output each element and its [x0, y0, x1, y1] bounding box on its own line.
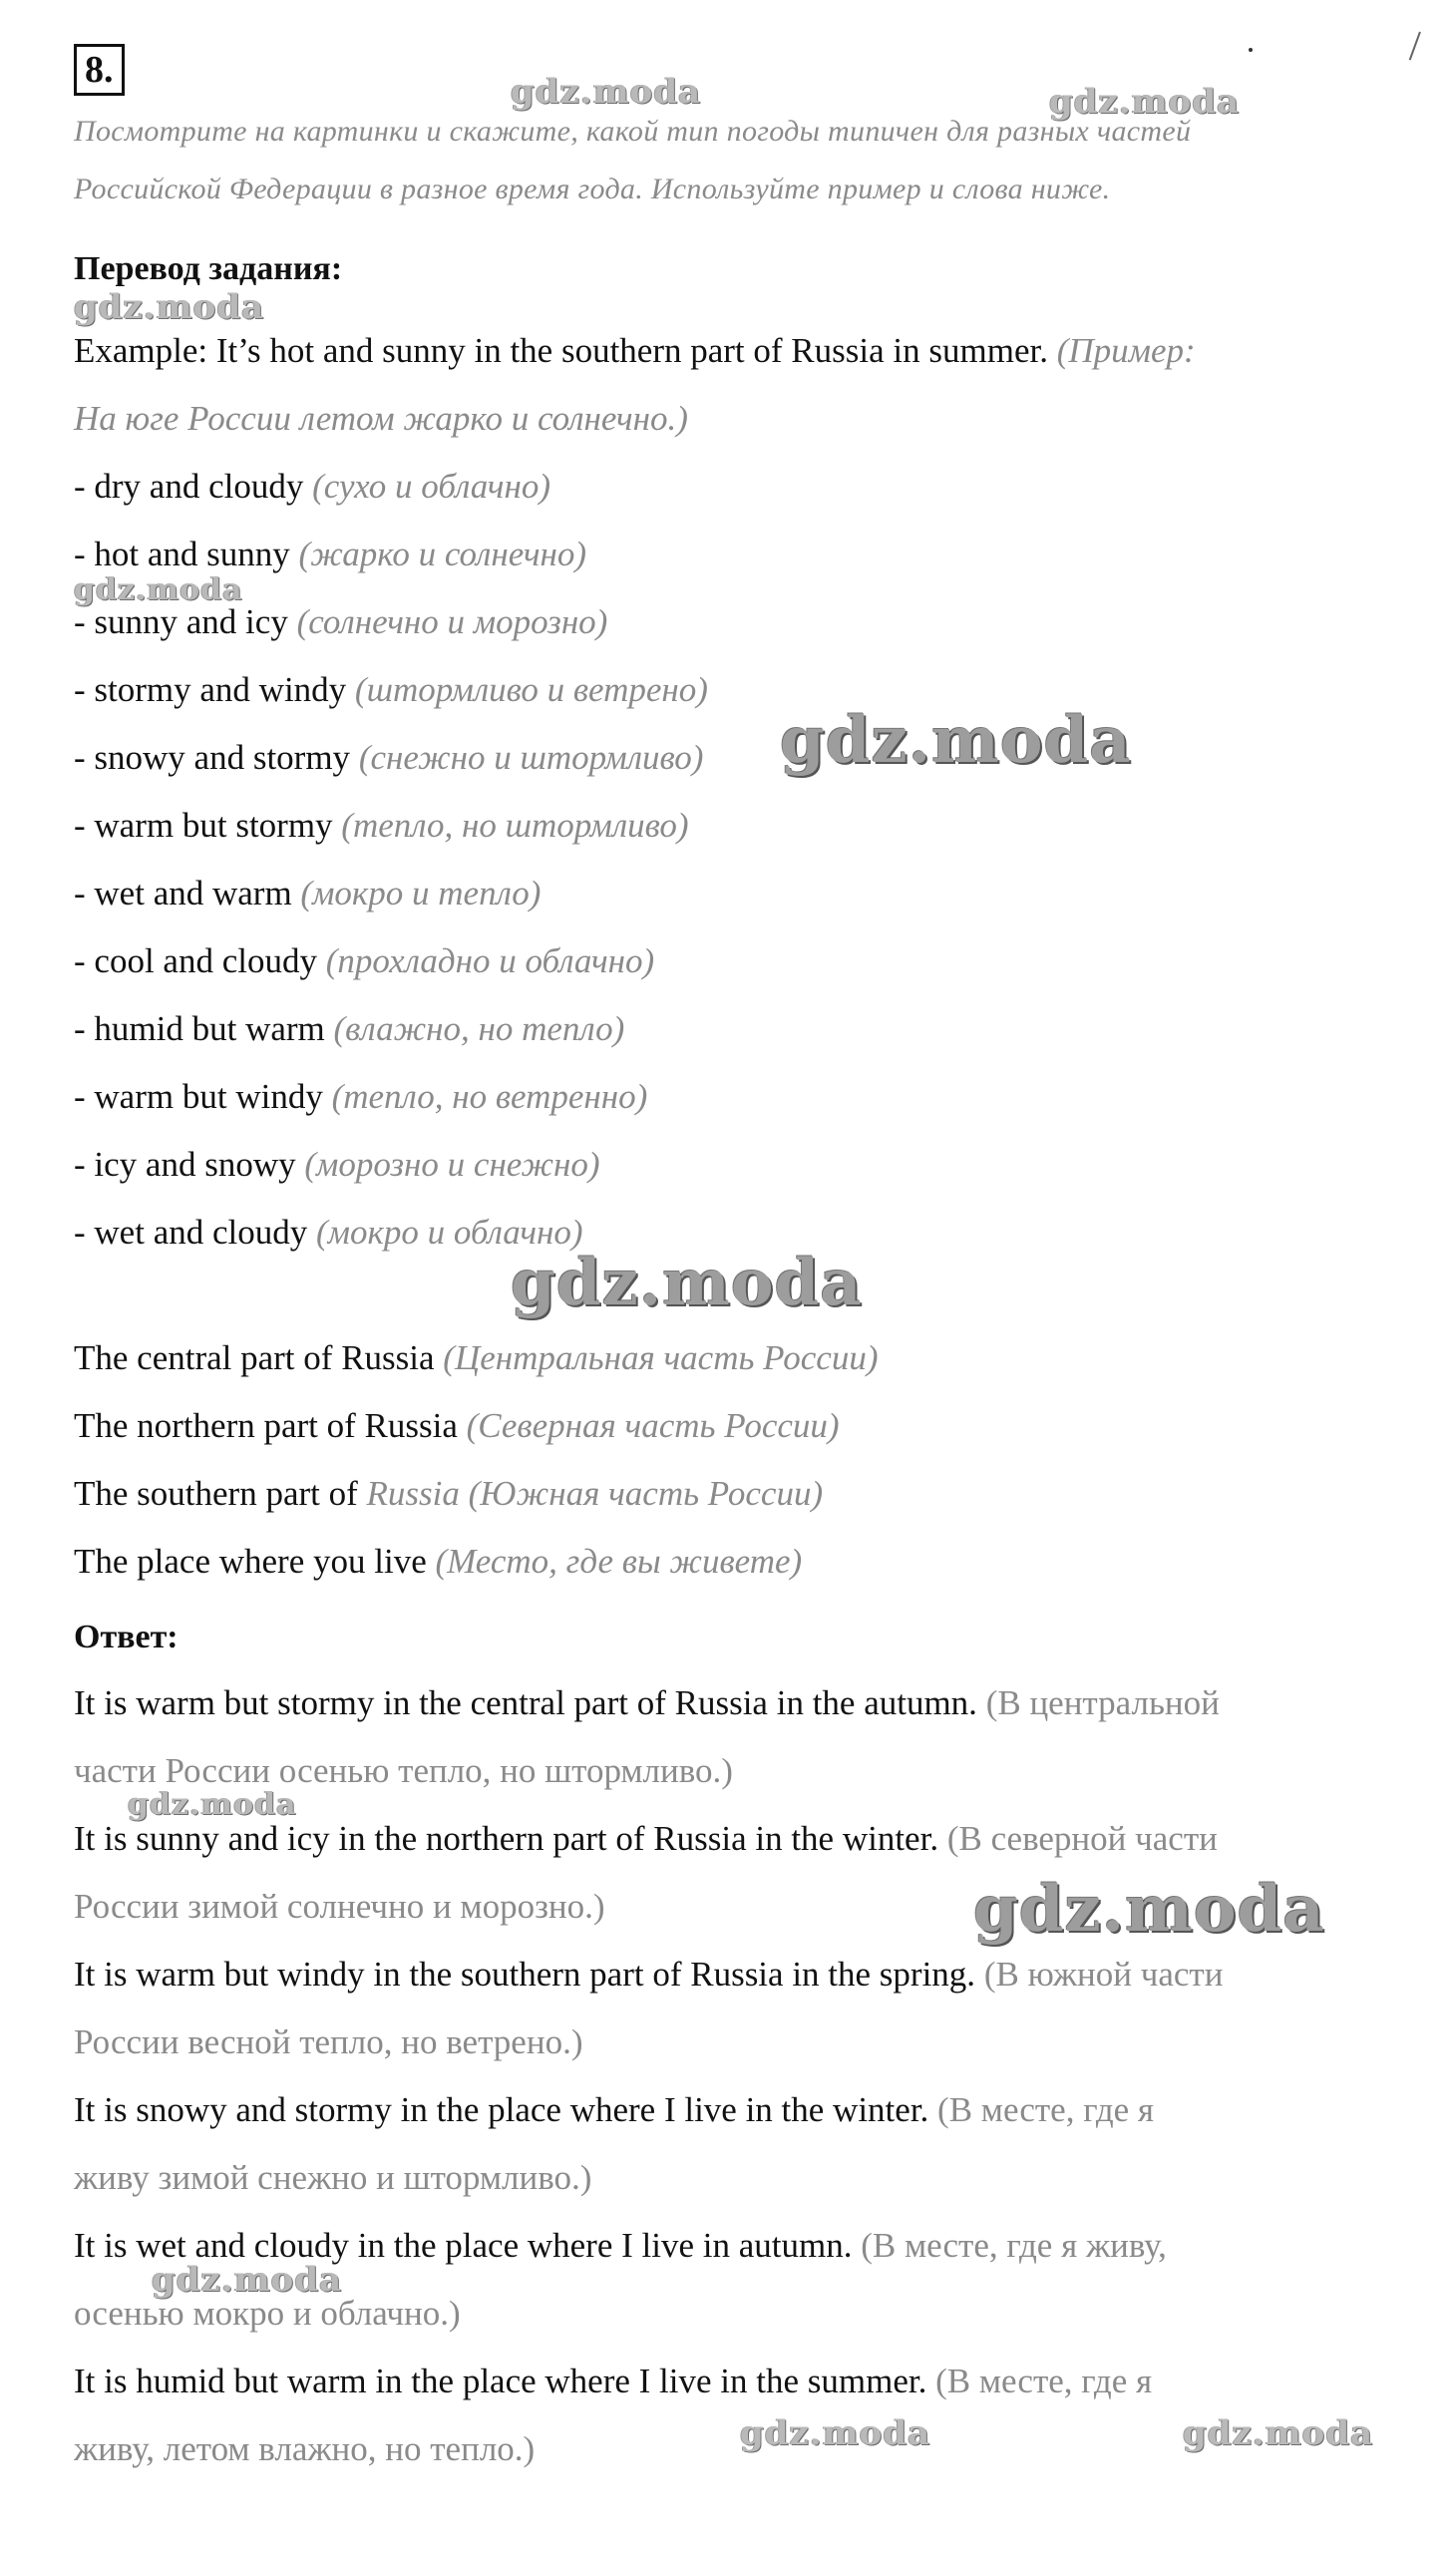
place-item-ru: (Место, где вы живете): [435, 1542, 803, 1581]
answer-ru: (В месте, где я: [937, 2090, 1155, 2129]
example-en: Example: It’s hot and sunny in the southern part of Russia in summer.: [74, 331, 1048, 370]
weather-item-ru: (тепло, но ветренно): [331, 1077, 648, 1116]
weather-item-en: - stormy and windy: [74, 670, 347, 709]
answer-en: It is wet and cloudy in the place where I live in autumn.: [74, 2226, 853, 2265]
place-item-ru: (Центральная часть России): [443, 1338, 879, 1377]
answer-ru: (В месте, где я: [935, 2362, 1153, 2400]
answer-line: [74, 2360, 1400, 2403]
place-item-en: The place where you live: [74, 1542, 427, 1581]
weather-item: [74, 1075, 1400, 1119]
weather-item: [74, 465, 1400, 509]
weather-item-ru: (мокро и облачно): [315, 1213, 583, 1252]
place-item: [74, 1404, 1400, 1448]
example-ru-line: [74, 397, 1400, 441]
weather-item-en: - dry and cloudy: [74, 467, 304, 506]
weather-item-ru: (сухо и облачно): [312, 467, 551, 506]
weather-item-en: - warm but windy: [74, 1077, 323, 1116]
place-item: [74, 1540, 1400, 1584]
answer-ru: (В северной части: [946, 1819, 1218, 1858]
scan-dot: [1249, 48, 1253, 52]
watermark: gdz.moda: [973, 1872, 1325, 1947]
answer-line-cont: [74, 2156, 1400, 2200]
answer-ru-cont: живу зимой снежно и штормливо.): [74, 2158, 592, 2197]
weather-item-en: - wet and warm: [74, 874, 292, 912]
place-item: [74, 1472, 1400, 1516]
weather-item-ru: (прохладно и облачно): [325, 941, 655, 980]
answer-en: It is warm but windy in the southern part of Russia in the spring.: [74, 1955, 976, 1994]
place-item: [74, 1336, 1400, 1380]
weather-item-en: - warm but stormy: [74, 806, 333, 845]
watermark: gdz.moda: [511, 72, 702, 112]
watermark: gdz.moda: [152, 2260, 343, 2300]
scan-mark: [1403, 30, 1421, 61]
example-line: [74, 329, 1400, 373]
weather-item: [74, 804, 1400, 848]
weather-item: [74, 736, 1400, 780]
answer-ru-cont: живу, летом влажно, но тепло.): [74, 2429, 536, 2468]
weather-item-en: - cool and cloudy: [74, 941, 317, 980]
answer-ru: (В месте, где я живу,: [861, 2226, 1167, 2265]
place-item-ru: (Северная часть России): [466, 1406, 840, 1445]
example-ru-part2: На юге России летом жарко и солнечно.): [74, 399, 688, 438]
watermark: gdz.moda: [780, 703, 1132, 778]
watermark: gdz.moda: [511, 1246, 863, 1320]
weather-item-en: - snowy and stormy: [74, 738, 351, 777]
weather-item-ru: (влажно, но тепло): [333, 1009, 625, 1048]
weather-item: [74, 668, 1400, 712]
instruction-line-2: Российской Федерации в разное время года. Используйте пример и слова ниже.: [74, 173, 1111, 205]
watermark: gdz.moda: [740, 2413, 931, 2453]
example-ru-part1: (Пример:: [1056, 331, 1196, 370]
answer-en: It is sunny and icy in the northern part of Russia in the winter.: [74, 1819, 939, 1858]
weather-item-ru: (солнечно и морозно): [296, 602, 608, 641]
weather-item-ru: (штормливо и ветрено): [354, 670, 708, 709]
place-item-en: The central part of Russia: [74, 1338, 435, 1377]
place-item-ru: Russia (Южная часть России): [366, 1474, 824, 1513]
watermark: gdz.moda: [128, 1787, 297, 1822]
answer-line-cont: [74, 2020, 1400, 2064]
answer-en: It is warm but stormy in the central part of Russia in the autumn.: [74, 1683, 977, 1722]
watermark: gdz.moda: [1183, 2413, 1374, 2453]
weather-item-en: - icy and snowy: [74, 1145, 296, 1184]
answer-line: [74, 2088, 1400, 2132]
answer-en: It is humid but warm in the place where I live in the summer.: [74, 2362, 927, 2400]
answer-line: [74, 1953, 1400, 1997]
weather-item-en: - hot and sunny: [74, 535, 290, 573]
answer-ru: (В южной части: [983, 1955, 1224, 1994]
watermark: gdz.moda: [74, 287, 265, 327]
weather-item-ru: (тепло, но штормливо): [341, 806, 689, 845]
weather-item: [74, 600, 1400, 644]
instruction-line-1: Посмотрите на картинки и скажите, какой тип погоды типичен для разных частей: [74, 115, 1192, 148]
watermark: gdz.moda: [74, 572, 243, 607]
watermark: gdz.moda: [1049, 82, 1241, 122]
weather-item: [74, 939, 1400, 983]
weather-item-ru: (снежно и штормливо): [358, 738, 704, 777]
answer-ru-cont: части России осенью тепло, но штормливо.): [74, 1751, 733, 1790]
answer-en: It is snowy and stormy in the place where I live in the winter.: [74, 2090, 929, 2129]
weather-item-ru: (морозно и снежно): [304, 1145, 600, 1184]
weather-item: [74, 1007, 1400, 1051]
place-item-en: The northern part of Russia: [74, 1406, 458, 1445]
weather-item: [74, 1143, 1400, 1187]
answer-line: [74, 1681, 1400, 1725]
answer-ru-cont: осенью мокро и облачно.): [74, 2294, 461, 2333]
weather-item-ru: (жарко и солнечно): [298, 535, 587, 573]
weather-item-en: - humid but warm: [74, 1009, 325, 1048]
answer-line: [74, 1817, 1400, 1861]
place-item-en: The southern part of: [74, 1474, 358, 1513]
answer-ru: (В центральной: [985, 1683, 1220, 1722]
weather-item-en: - wet and cloudy: [74, 1213, 308, 1252]
task-number: 8.: [74, 44, 125, 96]
answer-ru-cont: России зимой солнечно и морозно.): [74, 1887, 605, 1926]
answer-heading: Ответ:: [74, 1619, 179, 1655]
weather-item: [74, 533, 1400, 576]
translation-heading: Перевод задания:: [74, 250, 343, 287]
weather-item-ru: (мокро и тепло): [300, 874, 542, 912]
answer-ru-cont: России весной тепло, но ветрено.): [74, 2022, 583, 2061]
weather-item-en: - sunny and icy: [74, 602, 288, 641]
weather-item: [74, 872, 1400, 915]
